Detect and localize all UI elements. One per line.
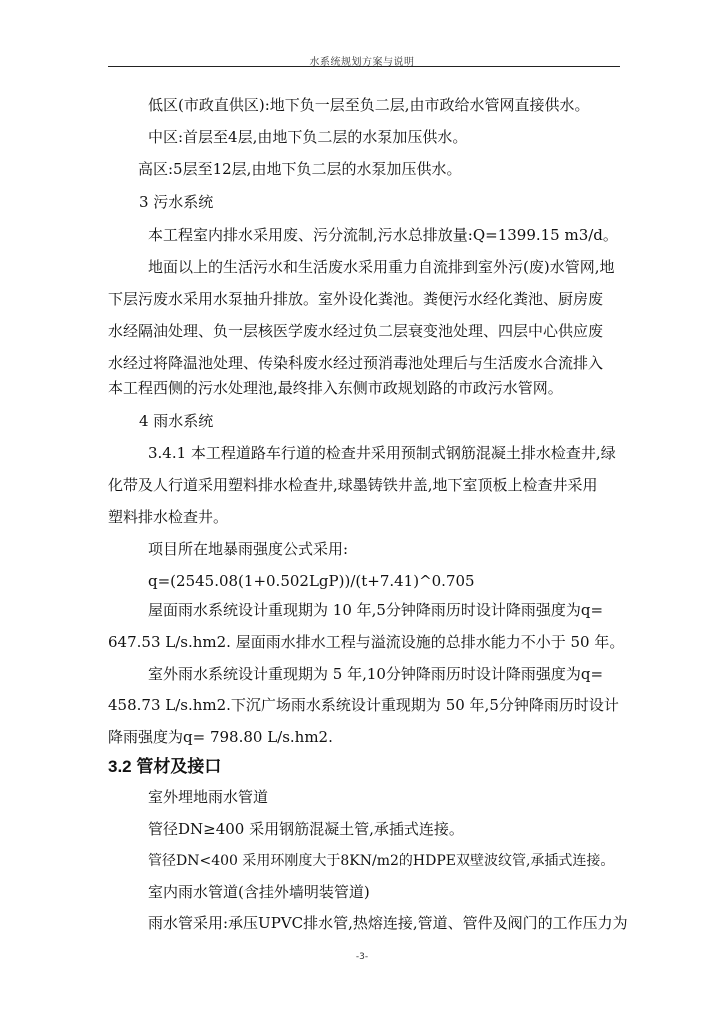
rain-paragraph-1-line-3: 塑料排水检查井。 [108, 508, 229, 526]
pipe-dn-lt-400-text: 管径DN<400 采用环刚度大于8KN/m2的HDPE双壁波纹管,承插式连接。 [148, 853, 615, 869]
rain-paragraph-1-line-2: 化带及人行道采用塑料排水检查井,球墨铸铁井盖,地下室顶板上检查井采用 [108, 476, 598, 494]
zone-high-text: 高区:5层至12层,由地下负二层的水泵加压供水。 [138, 160, 462, 178]
pipe-indoor-material-text: 雨水管采用:承压UPVC排水管,热熔连接,管道、管件及阀门的工作压力为 [148, 914, 628, 932]
outdoor-rain-line-2: 458.73 L/s.hm2.下沉广场雨水系统设计重现期为 50 年,5分钟降雨历时设计 [108, 696, 619, 714]
sewage-paragraph-2-line-5: 本工程西侧的污水处理池,最终排入东侧市政规划路的市政污水管网。 [108, 379, 563, 397]
pipe-outdoor-buried-title: 室外埋地雨水管道 [148, 788, 269, 806]
sewage-paragraph-2-line-4: 水经过将降温池处理、传染科废水经过预消毒池处理后与生活废水合流排入 [108, 354, 604, 372]
rain-section-title: 4 雨水系统 [139, 412, 214, 430]
pipe-dn-ge-400-text: 管径DN≥400 采用钢筋混凝土管,承插式连接。 [148, 820, 464, 838]
roof-rain-line-2: 647.53 L/s.hm2. 屋面雨水排水工程与溢流设施的总排水能力不小于 50 年。 [108, 633, 625, 651]
page-number: -3- [355, 952, 369, 962]
header-divider [108, 66, 620, 67]
pipe-indoor-title: 室内雨水管道(含挂外墙明装管道) [148, 883, 370, 901]
sewage-section-title: 3 污水系统 [139, 193, 214, 211]
roof-rain-line-1: 屋面雨水系统设计重现期为 10 年,5分钟降雨历时设计降雨强度为q= [148, 601, 604, 619]
sewage-paragraph-2-line-2: 下层污废水采用水泵抽升排放。室外设化粪池。粪便污水经化粪池、厨房废 [108, 290, 604, 308]
sewage-paragraph-2-line-3: 水经隔油处理、负一层核医学废水经过负二层衰变池处理、四层中心供应废 [108, 322, 604, 340]
sewage-paragraph-1: 本工程室内排水采用废、污分流制,污水总排放量:Q=1399.15 m3/d。 [148, 226, 618, 244]
rain-formula-intro: 项目所在地暴雨强度公式采用: [148, 540, 349, 558]
zone-low-text: 低区(市政直供区):地下负一层至负二层,由市政给水管网直接供水。 [148, 96, 590, 114]
rain-intensity-formula: q=(2545.08(1+0.502LgP))/(t+7.41)^0.705 [148, 572, 475, 590]
outdoor-rain-line-3: 降雨强度为q= 798.80 L/s.hm2. [108, 728, 333, 746]
outdoor-rain-line-1: 室外雨水系统设计重现期为 5 年,10分钟降雨历时设计降雨强度为q= [148, 665, 604, 683]
rain-paragraph-1-line-1: 3.4.1 本工程道路车行道的检查井采用预制式钢筋混凝土排水检查井,绿 [148, 444, 616, 462]
section-heading-3-2: 3.2 管材及接口 [108, 757, 222, 776]
sewage-paragraph-2-line-1: 地面以上的生活污水和生活废水采用重力自流排到室外污(废)水管网,地 [148, 258, 615, 276]
zone-mid-text: 中区:首层至4层,由地下负二层的水泵加压供水。 [148, 128, 468, 146]
running-header-title: 水系统规划方案与说明 [309, 57, 415, 68]
